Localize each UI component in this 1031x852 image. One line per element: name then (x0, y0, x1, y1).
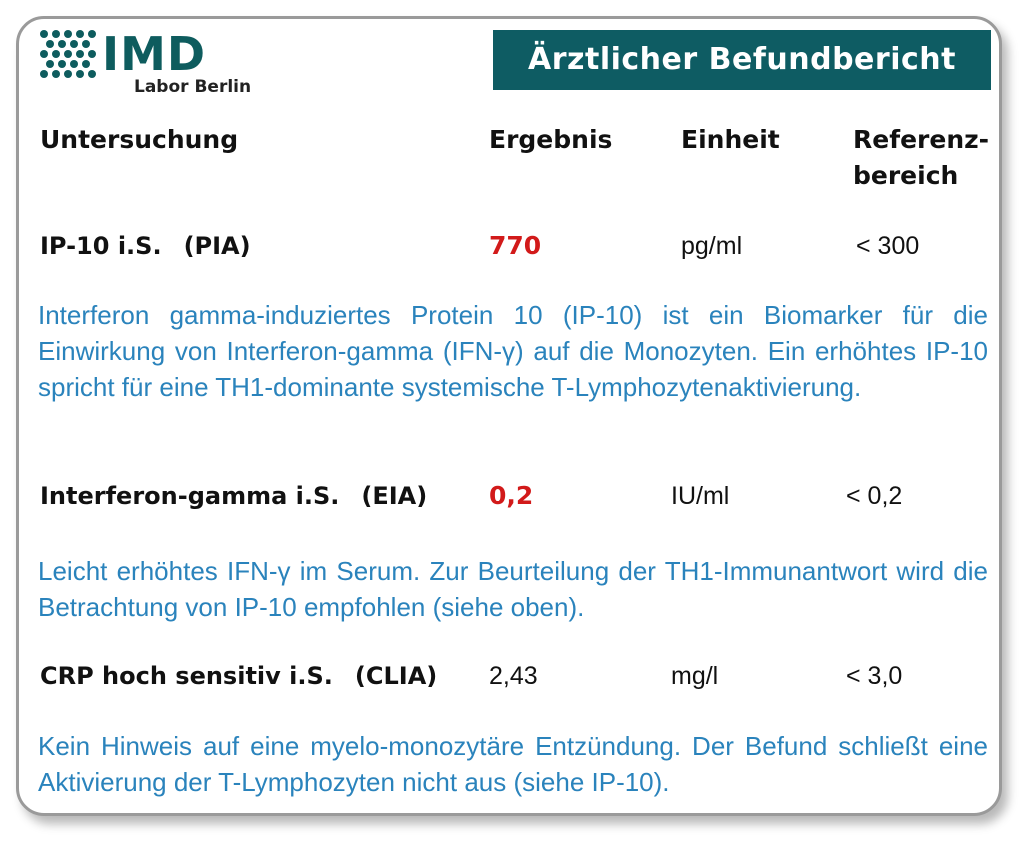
test-name-ifng (40, 481, 427, 511)
test-name-ip10 (40, 231, 251, 261)
note-ip10: Interferon gamma-induziertes Protein 10 (IP-10) ist ein Biomarker für die Einwirkung von Interferon-gamma (IFN-γ) auf die Monozyten. Ein erhöhtes IP-10 spricht für eine TH1-dominante systemische T-Lymphozytenaktivierung. (38, 300, 988, 402)
ref-ifng: < 0,2 (846, 482, 903, 510)
test-name: IP-10 i.S. (40, 232, 162, 260)
report-title: Ärztlicher Befundbericht (493, 30, 991, 90)
unit-ip10: pg/ml (681, 232, 743, 260)
header-result: Ergebnis (489, 125, 613, 154)
header-unit: Einheit (681, 125, 780, 154)
test-name: CRP hoch sensitiv i.S. (40, 662, 333, 690)
logo-dot-grid-icon (38, 28, 98, 84)
ref-crp: < 3,0 (846, 662, 903, 690)
test-name-crp (40, 661, 437, 691)
logo-wordmark: IMD (102, 27, 207, 81)
unit-crp: mg/l (671, 662, 719, 690)
logo-subtitle: Labor Berlin (134, 77, 252, 97)
result-ifng: 0,2 (489, 481, 534, 510)
note-crp: Kein Hinweis auf eine myelo-monozytäre Entzündung. Der Befund schließt eine Aktivierung der T-Lymphozyten nicht aus (siehe IP-10). (38, 731, 988, 797)
note-ifng: Leicht erhöhtes IFN-γ im Serum. Zur Beurteilung der TH1-Immunantwort wird die Betrachtung von IP-10 empfohlen (siehe oben). (38, 556, 988, 622)
lab-logo (38, 28, 268, 100)
header-test: Untersuchung (40, 125, 239, 154)
header-ref-line1: Referenz- (853, 125, 990, 154)
result-ip10: 770 (489, 231, 542, 260)
test-method: (EIA) (361, 482, 428, 510)
unit-ifng: IU/ml (671, 482, 730, 510)
test-method: (CLIA) (354, 662, 438, 690)
header-ref-line2: bereich (853, 161, 959, 190)
test-method: (PIA) (183, 232, 251, 260)
result-crp: 2,43 (489, 662, 538, 690)
test-name: Interferon-gamma i.S. (40, 482, 340, 510)
ref-ip10: < 300 (856, 232, 920, 260)
